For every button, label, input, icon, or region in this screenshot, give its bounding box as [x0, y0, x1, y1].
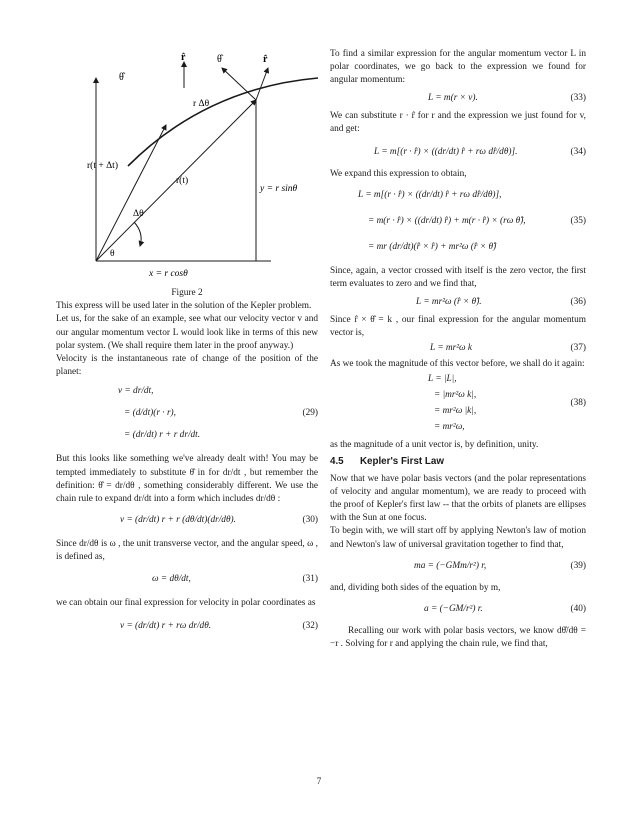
label-theta-hat-top: θ̂ [217, 54, 222, 65]
paragraph: as the magnitude of a unit vector is, by definition, unity. [330, 440, 539, 451]
equation-line: = (d/dt)(r · r), [124, 408, 176, 419]
label-r-hat-right: r̂ [263, 54, 268, 65]
label-r-dtheta: r Δθ [193, 99, 210, 109]
equation-33: L = m(r × v). (33) [428, 92, 586, 103]
page-number: 7 [316, 776, 322, 786]
equation-line: = (dr/dt) r + r dr/dt. [124, 430, 201, 441]
equation-number: (38) [570, 398, 586, 409]
equation-number: (29) [302, 408, 318, 419]
dtheta-arc [134, 222, 141, 246]
equation-39: ma = (−GMm/r²) r, (39) [414, 560, 586, 571]
paragraph: Since dr/dθ is ω , the unit transverse vector, and the angular speed, ω , is defined as, [56, 539, 318, 563]
equation-line: = m(r · r̂) × ((dr/dt) r̂) + m(r · r̂) × (rω θ̂), [368, 216, 526, 227]
paragraph: We expand this expression to obtain, [330, 169, 467, 180]
paragraph: and, dividing both sides of the equation by m, [330, 582, 501, 593]
equation-number: (35) [570, 216, 586, 227]
equation-31: ω = dθ/dt, (31) [152, 573, 318, 584]
r-hat-vector [256, 68, 268, 100]
equation-35 [330, 181, 586, 265]
paragraph: This express will be used later in the solution of the Kepler problem. [56, 301, 312, 312]
equation-29 [56, 379, 318, 449]
equation-line: = mr (dr/dt)(r̂ × r̂) + mr²ω (r̂ × θ̂) [368, 242, 497, 253]
paragraph: Since r̂ × θ̂ = k , our final expression for the angular momentum vector is, [330, 314, 586, 338]
orbit-arc [128, 78, 318, 166]
label-dtheta: Δθ [133, 209, 144, 219]
label-x-eq: x = r cosθ [149, 269, 188, 279]
paragraph: To begin with, we will start off by applying Newton's law of motion and Newton's law of universal gravitation together to find that, [330, 526, 586, 550]
equation-line: = mr²ω |k|, [434, 406, 477, 417]
equation-32: v = (dr/dt) r + rω dr/dθ. (32) [120, 620, 318, 631]
paragraph: Since, again, a vector crossed with itself is the zero vector, the first term evaluates to zero and we find that, [330, 266, 586, 290]
label-y-eq: y = r sinθ [260, 184, 298, 194]
equation-38 [330, 371, 586, 439]
equation-line: = |mr²ω k|, [434, 390, 477, 401]
equation-34: L = m[(r · r̂) × ((dr/dt) r̂ + rω dr̂/dθ)]. (34) [374, 147, 586, 158]
paragraph: Velocity is the instantaneous rate of change of the position of the planet: [56, 354, 318, 378]
label-theta: θ [110, 249, 115, 259]
right-column [330, 48, 586, 651]
paragraph: But this looks like something we've already dealt with! You may be tempted immediately to substitute θ̂ in for dr/dt , but remember the definition: θ̂ = dr/dθ , something considerably different. We use the chain rule to expand dr/dt into a form which includes dr/dθ : [56, 454, 318, 505]
paragraph: we can obtain our final expression for velocity in polar coordinates as [56, 597, 316, 608]
paragraph: To find a similar expression for the angular momentum vector L in polar coordinates, we go back to the expression we found for angular momentum: [330, 49, 586, 86]
label-theta-hat-left: θ̂ [119, 72, 124, 83]
equation-36: L = mr²ω (r̂ × θ̂). (36) [416, 296, 586, 307]
equation-37: L = mr²ω k (37) [430, 343, 586, 354]
figure-caption: Figure 2 [171, 288, 203, 298]
paragraph: As we took the magnitude of this vector before, we shall do it again: [330, 359, 585, 370]
figure-2-diagram [56, 48, 318, 288]
label-r-t: r(t) [176, 176, 189, 186]
paragraph: We can substitute r · r̂ for r and the expression we just found for v, and get: [330, 110, 586, 134]
label-r-t-dt: r(t + Δt) [87, 161, 118, 171]
equation-line: v = dr/dt, [118, 386, 154, 397]
left-column [56, 287, 318, 640]
paragraph: Now that we have polar basis vectors (and the polar representations of velocity and angular momentum), we are ready to proceed with the proof of Kepler's first law -- that the orbits of planets are ellipses with the Sun at one focus. [330, 473, 586, 524]
paragraph: Let us, for the sake of an example, see what our velocity vector v and our angular momentum vector L would look like in terms of this new polar system. (We shall require them later in the proof anyway.) [56, 314, 318, 351]
equation-line: L = m[(r · r̂) × ((dr/dt) r̂ + rω dr̂/dθ)], [358, 190, 502, 201]
equation-30: v = (dr/dt) r + r (dθ/dt)(dr/dθ). (30) [120, 515, 318, 526]
label-r-hat-top: r̂ [181, 52, 186, 63]
vector-r-t-dt [96, 125, 166, 261]
paragraph: Recalling our work with polar basis vectors, we know dθ̂/dθ = −r . Solving for r and applying the chain rule, we find that, [330, 626, 586, 650]
section-heading: 4.5 Kepler's First Law [330, 456, 444, 468]
equation-line: L = |L|, [428, 374, 457, 385]
equation-40: a = (−GM/r²) r. (40) [424, 604, 586, 615]
equation-line: = mr²ω, [434, 422, 465, 433]
